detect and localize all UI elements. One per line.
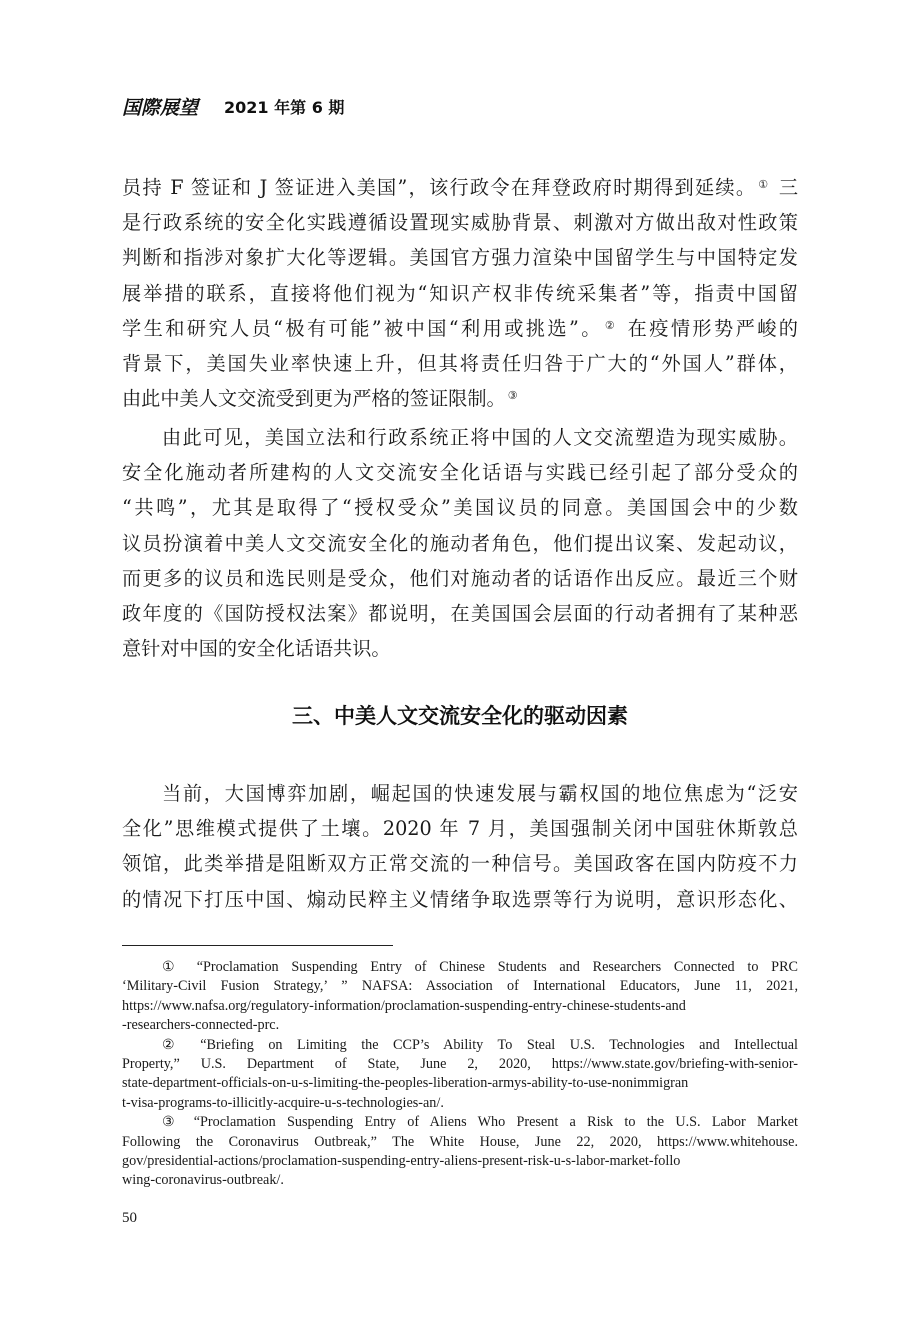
running-header [122,92,344,120]
paragraph-3 [122,776,798,917]
footnote-link[interactable]: t-visa-programs-to-illicitly-acquire-u-s-technologies-an/. [122,1094,444,1111]
footnote-link[interactable]: wing-coronavirus-outbreak/. [122,1172,284,1189]
footnote-link[interactable]: state-department-officials-on-u-s-limiting-the-peoples-liberation-armys-ability-to-use-nonimmigran [122,1075,689,1092]
footnotes [122,958,798,1191]
footnote-line: ① “Proclamation Suspending Entry of Chinese Students and Researchers Connected to PRC [162,959,798,975]
text-segment: 员持 F 签证和 J 签证进入美国”，该行政令在拜登政府时期得到延续。 [122,176,757,199]
footnote-line: Property,” U.S. Department of State, June 2, 2020, https://www.state.gov/briefing-with-senior- [122,1056,798,1073]
text-line: 当前，大国博弈加剧，崛起国的快速发展与霸权国的地位焦虑为“泛安 [162,782,798,805]
section-heading: 三、中美人文交流安全化的驱动因素 [292,704,628,728]
text-line: 安全化施动者所建构的人文交流安全化话语与实践已经引起了部分受众的 [122,461,798,485]
issue-label: 2021 年第 6 期 [224,97,345,117]
text-segment: 三 [778,176,798,199]
text-line: 展举措的联系，直接将他们视为“知识产权非传统采集者”等，指责中国留 [122,281,798,305]
footnote-ref[interactable]: ① [758,178,770,191]
text-line: 判断和指涉对象扩大化等逻辑。美国官方强力渲染中国留学生与中国特定发 [122,246,798,270]
text-line: 背景下，美国失业率快速上升，但其将责任归咎于广大的“外国人”群体， [122,352,798,376]
text-segment: 在疫情形势严峻的 [627,316,798,340]
text-line: “共鸣”，尤其是取得了“授权受众”美国议员的同意。美国国会中的少数 [122,496,798,520]
paragraph-2 [122,420,798,666]
text-line: 政年度的《国防授权法案》都说明，在美国国会层面的行动者拥有了某种恶 [122,602,798,626]
journal-name: 国際展望 [122,96,199,119]
text-segment: 由此中美人文交流受到更为严格的签证限制。 [122,387,506,411]
text-line [122,381,798,416]
footnote-line: ‘Military-Civil Fusion Strategy,’ ” NAFSA: Association of International Educators, June 11, 2021, [122,978,798,995]
footnote-line: ② “Briefing on Limiting the CCP’s Ability To Steal U.S. Technologies and Intellectual [162,1036,798,1053]
footnote-1 [122,958,798,1036]
text-line: 的情况下打压中国、煽动民粹主义情绪争取选票等行为说明，意识形态化、 [122,887,798,911]
page-number: 50 [122,1210,137,1226]
text-line: 是行政系统的安全化实践遵循设置现实威胁背景、刺激对方做出敌对性政策 [122,211,798,235]
footnote-ref[interactable]: ③ [507,389,518,403]
footnote-line: Following the Coronavirus Outbreak,” The White House, June 22, 2020, https://www.whitehouse. [122,1133,798,1150]
text-segment: 学生和研究人员“极有可能”被中国“利用或挑选”。 [122,316,603,340]
text-line: 议员扮演着中美人文交流安全化的施动者角色，他们提出议案、发起动议， [122,531,798,555]
text-line: 领馆，此类举措是阻断双方正常交流的一种信号。美国政客在国内防疫不力 [122,852,798,876]
footnote-ref[interactable]: ② [604,318,618,332]
text-line: 而更多的议员和选民则是受众，他们对施动者的话语作出反应。最近三个财 [122,566,798,590]
footnote-divider [122,945,393,946]
text-line: 全化”思维模式提供了土壤。2020 年 7 月，美国强制关闭中国驻休斯敦总 [122,817,798,841]
footnote-2 [122,1036,798,1114]
text-line [122,311,798,346]
text-line: 由此可见，美国立法和行政系统正将中国的人文交流塑造为现实威胁。 [162,426,798,449]
footnote-link[interactable]: -researchers-connected-prc. [122,1017,280,1034]
text-line [122,170,798,205]
footnote-link[interactable]: https://www.nafsa.org/regulatory-information/proclamation-suspending-entry-chinese-students-and [122,997,686,1014]
footnote-3 [122,1113,798,1191]
footnote-line: ③ “Proclamation Suspending Entry of Aliens Who Present a Risk to the U.S. Labor Market [162,1114,798,1131]
paragraph-1 [122,170,798,416]
footnote-link[interactable]: gov/presidential-actions/proclamation-suspending-entry-aliens-present-risk-u-s-labor-market-follo [122,1153,681,1170]
text-line: 意针对中国的安全化话语共识。 [122,637,391,661]
